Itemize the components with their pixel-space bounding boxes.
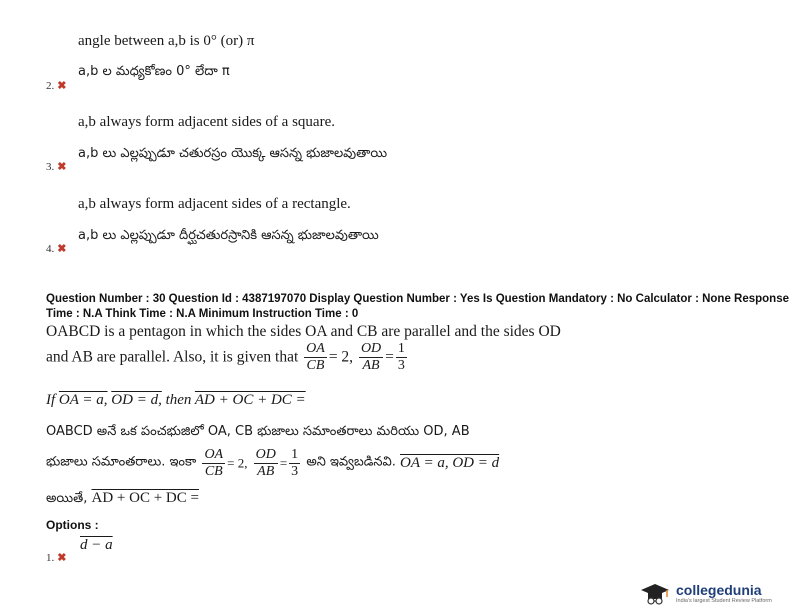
wrong-mark-icon: ✖	[57, 243, 67, 255]
question-meta-line1: Question Number : 30 Question Id : 4387197070 Display Question Number : Yes Is Question Mandatory : No Calculator : None Response	[46, 293, 789, 305]
option-1-value[interactable]: d − a	[80, 537, 113, 553]
logo-tagline: India's largest Student Review Platform	[676, 598, 772, 604]
question-en-line2: and AB are parallel. Also, it is given that $\frac{OA}{CB}$ = 2, $\frac{OD}{AB}$ = $\frac{1}{3}$	[46, 341, 405, 373]
graduation-cap-icon	[640, 582, 670, 606]
option-1-number: 1. ✖	[46, 552, 67, 564]
fraction-od-ab: $\frac{OD}{AB}$	[360, 341, 382, 373]
question-en-line3: If OA = a, OD = d, then AD + OC + DC =	[46, 392, 306, 408]
option-2-english[interactable]: a,b always form adjacent sides of a square.	[78, 114, 335, 130]
options-label: Options :	[46, 518, 99, 532]
question-te-line1: OABCD అనే ఒక పంచభుజిలో OA, CB భుజాలు సమాంతరాలు మరియు OD, AB	[46, 424, 470, 439]
fraction-oa-cb-te: $\frac{OA}{CB}$	[204, 447, 224, 479]
wrong-mark-icon: ✖	[57, 552, 67, 564]
question-te-line3: అయితే, AD + OC + DC =	[46, 490, 199, 506]
logo-name: collegedunia	[676, 582, 762, 598]
option-3-english[interactable]: a,b always form adjacent sides of a rectangle.	[78, 196, 351, 212]
question-te-line2: భుజాలు సమాంతరాలు. ఇంకా $\frac{OA}{CB}$ = 2, $\frac{OD}{AB}$ = $\frac{1}{3}$ అని ఇవ్వబడినవి. OA = a, OD = d	[46, 447, 500, 479]
fraction-one-third: $\frac{1}{3}$	[397, 341, 405, 373]
option-3-telugu[interactable]: a,b లు ఎల్లప్పుడూ దీర్ఘచతురస్రానికి ఆసన్న భుజాలవుతాయి	[78, 228, 379, 243]
option-4-number: 4. ✖	[46, 243, 67, 255]
question-en-line1: OABCD is a pentagon in which the sides OA and CB are parallel and the sides OD	[46, 323, 561, 340]
prev-option-english: angle between a,b is 0° (or) π	[78, 33, 255, 49]
fraction-oa-cb: $\frac{OA}{CB}$	[306, 341, 325, 373]
option-2-number: 2. ✖	[46, 80, 67, 92]
wrong-mark-icon: ✖	[57, 80, 67, 92]
option-2-telugu[interactable]: a,b లు ఎల్లప్పుడూ చతురస్రం యొక్క ఆసన్న భుజాలవుతాయి	[78, 146, 388, 161]
question-meta-line2: Time : N.A Think Time : N.A Minimum Instruction Time : 0	[46, 308, 359, 320]
fraction-one-third-te: $\frac{1}{3}$	[291, 447, 299, 479]
collegedunia-logo	[640, 580, 788, 608]
wrong-mark-icon: ✖	[57, 161, 67, 173]
fraction-od-ab-te: $\frac{OD}{AB}$	[255, 447, 276, 479]
option-3-number: 3. ✖	[46, 161, 67, 173]
prev-option-telugu: a,b ల మధ్యకోణం 0° లేదా π	[78, 64, 230, 79]
